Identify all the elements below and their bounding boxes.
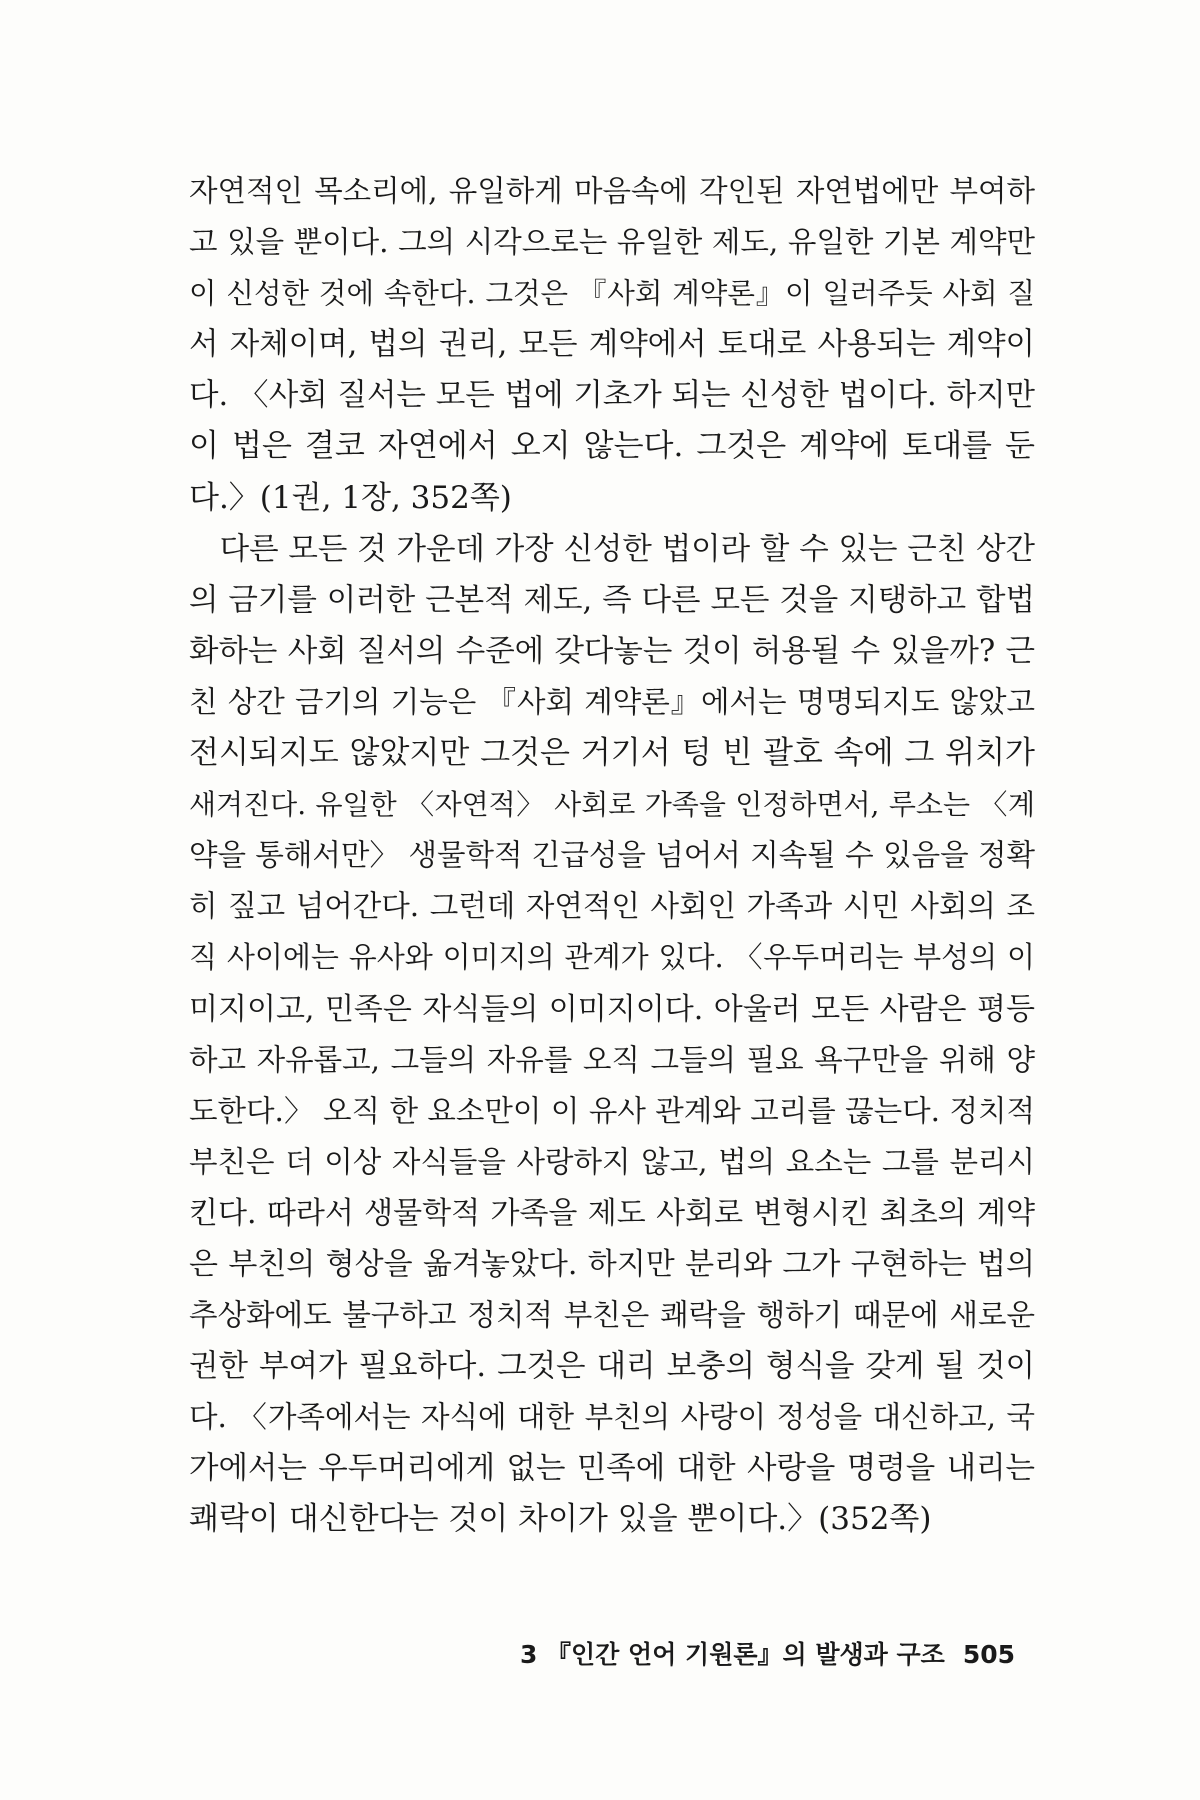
text-line: 전시되지도 않았지만 그것은 거기서 텅 빈 괄호 속에 그 위치가 bbox=[189, 735, 1035, 772]
text-line: 이 신성한 것에 속한다. 그것은 『사회 계약론』이 일러주듯 사회 질 bbox=[189, 277, 1035, 311]
text-line: 이 법은 결코 자연에서 오지 않는다. 그것은 계약에 토대를 둔 bbox=[189, 428, 1035, 465]
body-text bbox=[189, 166, 1035, 1546]
text-line: 서 자체이며, 법의 권리, 모든 계약에서 토대로 사용되는 계약이 bbox=[189, 327, 1035, 363]
text-line: 추상화에도 불구하고 정치적 부친은 쾌락을 행하기 때문에 새로운 bbox=[189, 1298, 1035, 1333]
text-line: 고 있을 뿐이다. 그의 시각으로는 유일한 제도, 유일한 기본 계약만 bbox=[189, 225, 1035, 260]
text-line: 도한다.〉 오직 한 요소만이 이 유사 관계와 고리를 끊는다. 정치적 bbox=[189, 1093, 1035, 1128]
text-line: 히 짚고 넘어간다. 그런데 자연적인 사회인 가족과 시민 사회의 조 bbox=[189, 889, 1035, 924]
text-line: 직 사이에는 유사와 이미지의 관계가 있다. 〈우두머리는 부성의 이 bbox=[189, 940, 1035, 975]
text-line: 쾌락이 대신한다는 것이 차이가 있을 뿐이다.〉(352쪽) bbox=[189, 1501, 932, 1538]
text-line: 화하는 사회 질서의 수준에 갖다놓는 것이 허용될 수 있을까? 근 bbox=[189, 633, 1035, 669]
text-line: 다. 〈가족에서는 자식에 대한 부친의 사랑이 정성을 대신하고, 국 bbox=[189, 1400, 1035, 1435]
text-line: 새겨진다. 유일한 〈자연적〉 사회로 가족을 인정하면서, 루소는 〈계 bbox=[189, 788, 1035, 822]
text-line: 가에서는 우두머리에게 없는 민족에 대한 사랑을 명령을 내리는 bbox=[189, 1451, 1035, 1487]
text-line: 친 상간 금기의 기능은 『사회 계약론』에서는 명명되지도 않았고 bbox=[189, 684, 1035, 719]
text-line: 미지이고, 민족은 자식들의 이미지이다. 아울러 모든 사람은 평등 bbox=[189, 991, 1035, 1027]
running-head: 3 『인간 언어 기원론』의 발생과 구조 bbox=[519, 1640, 945, 1669]
text-line: 자연적인 목소리에, 유일하게 마음속에 각인된 자연법에만 부여하 bbox=[189, 174, 1035, 208]
page-number: 505 bbox=[962, 1640, 1015, 1669]
text-line: 약을 통해서만〉 생물학적 긴급성을 넘어서 지속될 수 있음을 정확 bbox=[189, 838, 1035, 873]
text-line: 킨다. 따라서 생물학적 가족을 제도 사회로 변형시킨 최초의 계약 bbox=[189, 1195, 1035, 1231]
text-line: 부친은 더 이상 자식들을 사랑하지 않고, 법의 요소는 그를 분리시 bbox=[189, 1144, 1035, 1179]
text-line: 다.〉(1권, 1장, 352쪽) bbox=[189, 479, 512, 516]
text-line: 다른 모든 것 가운데 가장 신성한 법이라 할 수 있는 근친 상간 bbox=[189, 531, 1035, 567]
text-line: 다. 〈사회 질서는 모든 법에 기초가 되는 신성한 법이다. 하지만 bbox=[189, 378, 1035, 414]
page-footer bbox=[520, 1635, 1015, 1671]
text-line: 권한 부여가 필요하다. 그것은 대리 보충의 형식을 갖게 될 것이 bbox=[189, 1349, 1035, 1385]
text-line: 의 금기를 이러한 근본적 제도, 즉 다른 모든 것을 지탱하고 합법 bbox=[189, 582, 1035, 618]
text-line: 은 부친의 형상을 옮겨놓았다. 하지만 분리와 그가 구현하는 법의 bbox=[189, 1246, 1035, 1282]
text-line: 하고 자유롭고, 그들의 자유를 오직 그들의 필요 욕구만을 위해 양 bbox=[189, 1042, 1035, 1077]
